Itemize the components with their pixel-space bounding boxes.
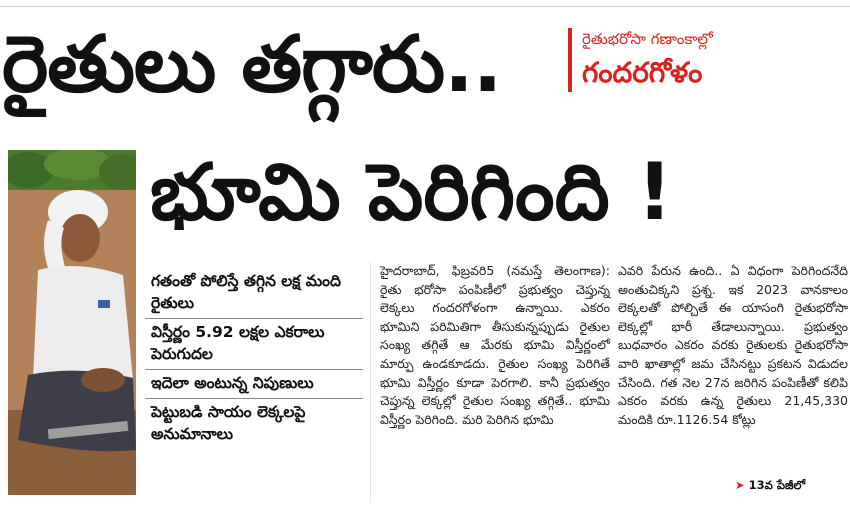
highlight-item: పెట్టుబడి సాయం లెక్కలపై అనుమానాలు xyxy=(145,398,363,449)
highlight-item: గతంతో పోలిస్తే తగ్గిన లక్ష మంది రైతులు xyxy=(151,272,341,312)
continued-on-label: 13వ పేజీలో xyxy=(748,478,806,492)
headline-line2: భూమి పెరిగింది ! xyxy=(150,148,673,238)
arrow-icon: ➤ xyxy=(735,478,749,492)
highlight-item: విస్తీర్ణం 5.92 లక్షల ఎకరాలు పెరుగుదల xyxy=(145,318,363,369)
article-column-2: ఎవరి పేరున ఉంది.. ఏ విధంగా పెరిగిందనేది అంతుచిక్కని ప్రశ్న. ఇక 2023 వానకాలం లెక్కలతో పోల్చితే ఈ యాసంగి రైతుభరోసా లెక్కల్లో భారీ తేడాలున్నాయి. ప్రభుత్వం బుధవారం ఎకరం వరకు రైతులకు రైతుభరోసా వారి ఖాతాల్లో జమ చేసినట్టు ప్రకటన విడుదల చేసింది. గత నెల 27న జరిగిన పంపిణీతో కలిపి ఎకరం వరకు ఉన్న రైతులు 21,45,330 మందికి రూ.1126.54 కోట్లు xyxy=(618,263,848,427)
kicker-box xyxy=(568,28,850,92)
top-rule xyxy=(0,0,850,7)
kicker-subtitle: రైతుభరోసా గణాంకాల్లో xyxy=(582,30,713,48)
column-divider xyxy=(370,262,371,502)
headline-line1: రైతులు తగ్గారు.. xyxy=(2,20,502,110)
highlights-list xyxy=(145,268,363,449)
farmer-illustration xyxy=(8,150,136,495)
kicker-title: గందరగోళం xyxy=(582,56,703,89)
continued-on-link[interactable] xyxy=(735,478,805,495)
farmer-photo xyxy=(8,150,136,495)
highlight-item: ఇదెలా అంటున్న నిపుణులు xyxy=(145,369,363,398)
article-column-1: హైదరాబాద్, ఫిబ్రవరి5 (నమస్తే తెలంగాణ): రైతు భరోసా పంపిణీలో ప్రభుత్వం చెప్తున్న లెక్కలు గందరగోళంగా ఉన్నాయి. ఎకరం భూమిని పరిమితిగా తీసుకున్నప్పుడు రైతుల సంఖ్య తగ్గితే ఆ మేరకు భూమి విస్తీర్ణంలో మార్పు ఉండకూడదు. రైతుల సంఖ్య పెరిగితే భూమి విస్తీర్ణం కూడా పెరగాలి. కానీ ప్రభుత్వం చెప్తున్న లెక్కల్లో రైతుల సంఖ్య తగ్గితే.. భూమి విస్తీర్ణం పెరిగింది. మరి పెరిగిన భూమి xyxy=(380,263,610,427)
